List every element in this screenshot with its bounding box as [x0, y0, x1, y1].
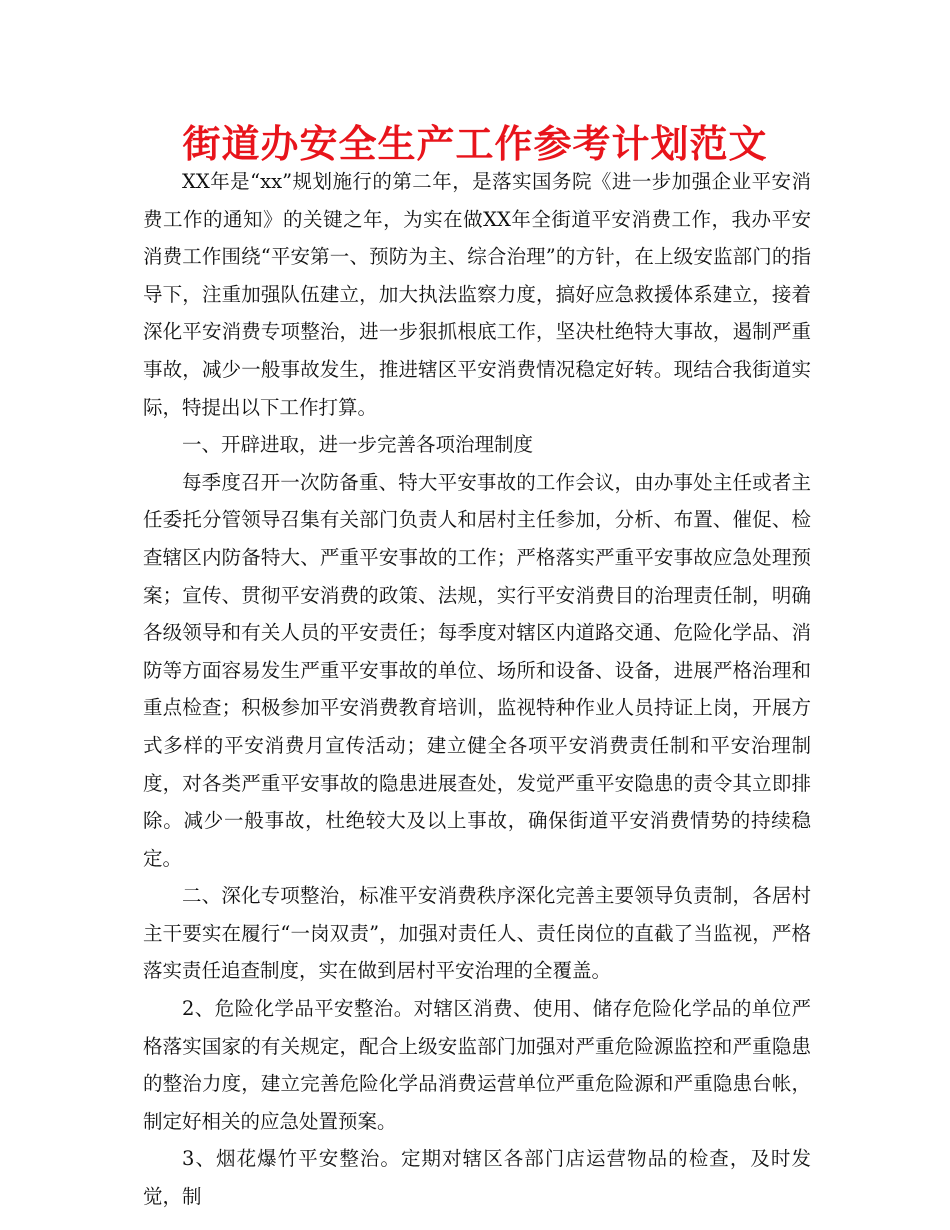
paragraph-item-3: 3、烟花爆竹平安整治。定期对辖区各部门店运营物品的检查，及时发觉，制: [143, 1147, 811, 1209]
paragraph-intro: XX年是“xx”规划施行的第二年，是落实国务院《进一步加强企业平安消费工作的通知》的关键之年，为实在做XX年全街道平安消费工作，我办平安消费工作围绕“平安第一、预防为主、综合治理”的方针，在上级安监部门的指导下，注重加强队伍建立，加大执法监察力度，搞好应急救援体系建立，接着深化平安消费专项整治，进一步狠抓根底工作，坚决杜绝特大事故，遏制严重事故，减少一般事故发生，推进辖区平安消费情况稳定好转。现结合我街道实际，特提出以下工作打算。: [143, 170, 811, 419]
section-heading-1: 一、开辟进取，进一步完善各项治理制度: [182, 433, 534, 457]
document-body: [143, 163, 811, 1216]
document-title: 街道办安全生产工作参考计划范文: [182, 121, 768, 166]
paragraph-item-2: 2、危险化学品平安整治。对辖区消费、使用、储存危险化学品的单位严格落实国家的有关规定，配合上级安监部门加强对严重危险源监控和严重隐患的整治力度，建立完善危险化学品消费运营单位严重危险源和严重隐患台帐，制定好相关的应急处置预案。: [143, 997, 811, 1133]
paragraph-section-2: 二、深化专项整治，标准平安消费秩序深化完善主要领导负责制，各居村主干要实在履行“一岗双责”，加强对责任人、责任岗位的直截了当监视，严格落实责任追查制度，实在做到居村平安治理的全覆盖。: [143, 884, 811, 983]
paragraph-section-1: 每季度召开一次防备重、特大平安事故的工作会议，由办事处主任或者主任委托分管领导召集有关部门负责人和居村主任参加，分析、布置、催促、检查辖区内防备特大、严重平安事故的工作；严格落实严重平安事故应急处理预案；宣传、贯彻平安消费的政策、法规，实行平安消费目的治理责任制，明确各级领导和有关人员的平安责任；每季度对辖区内道路交通、危险化学品、消防等方面容易发生严重平安事故的单位、场所和设备、设备，进展严格治理和重点检查；积极参加平安消费教育培训，监视特种作业人员持证上岗，开展方式多样的平安消费月宣传活动；建立健全各项平安消费责任制和平安治理制度，对各类严重平安事故的隐患进展查处，发觉严重平安隐患的责令其立即排除。减少一般事故，杜绝较大及以上事故，确保街道平安消费情势的持续稳定。: [143, 470, 811, 870]
